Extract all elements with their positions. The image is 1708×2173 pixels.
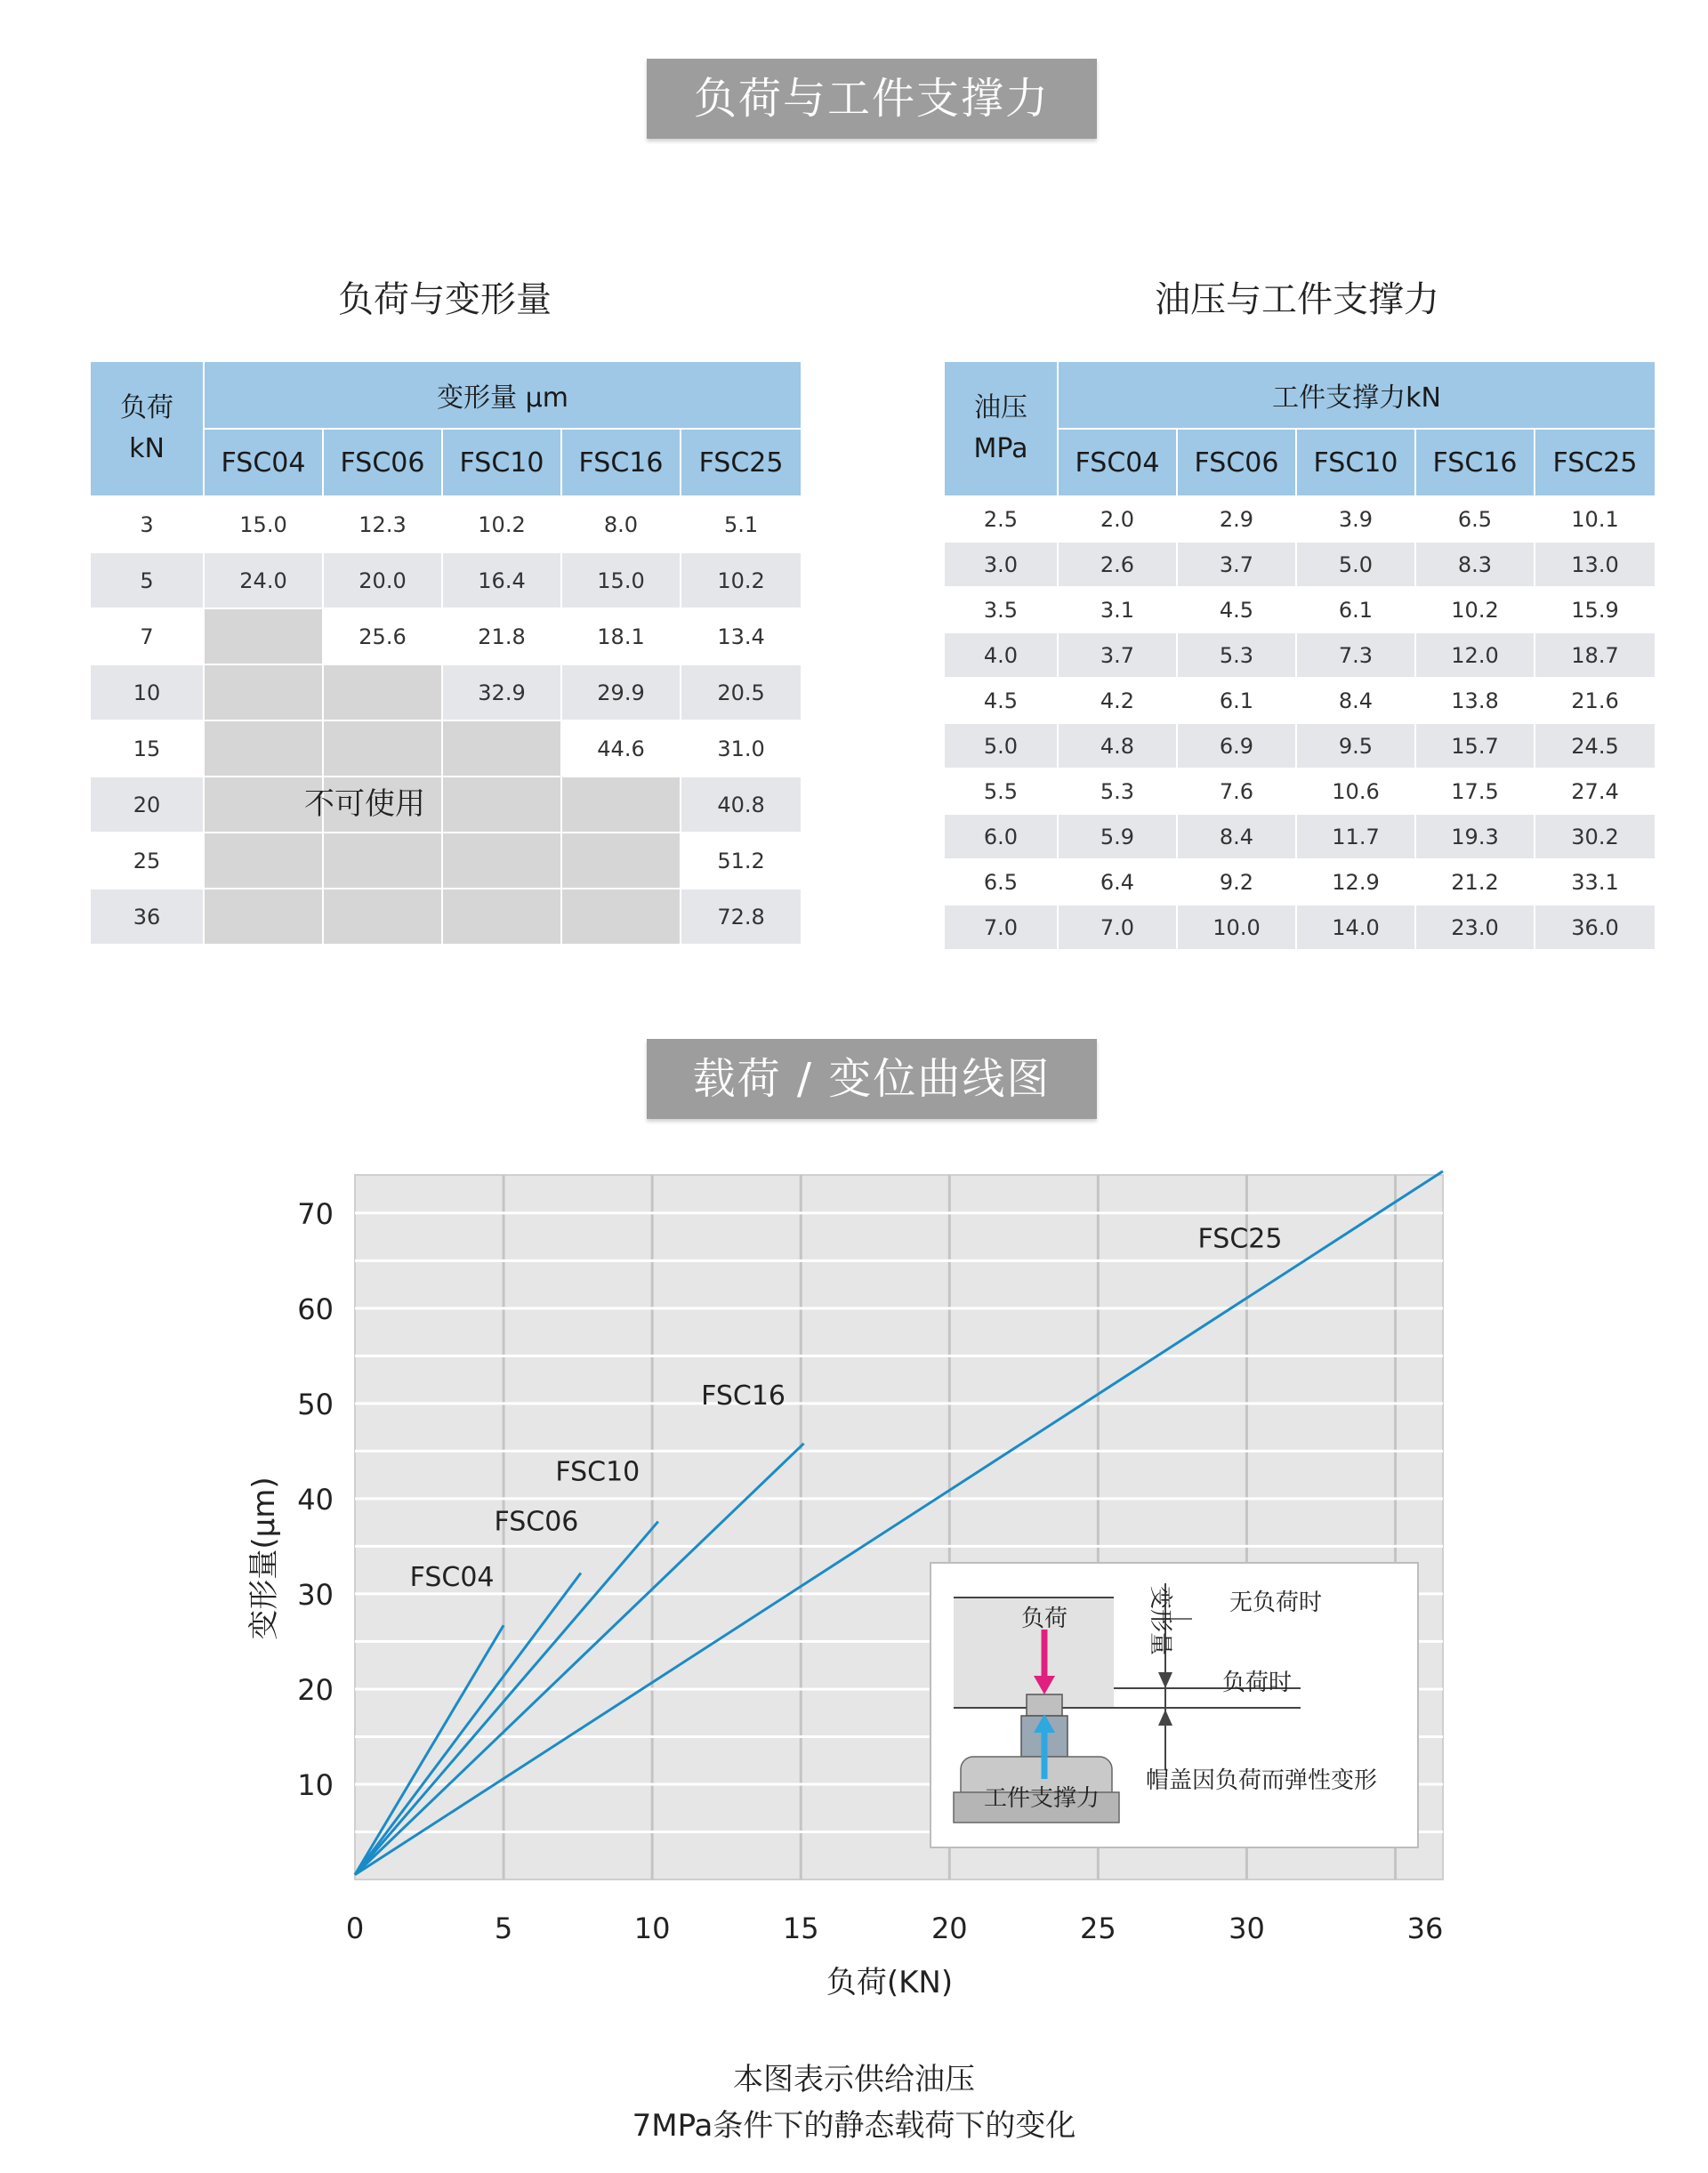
table-row: [944, 496, 1656, 542]
table-row: [90, 664, 802, 720]
y-tick-label: 30: [297, 1577, 334, 1612]
y-axis-title: 变形量(μm): [246, 1477, 282, 1640]
y-tick-label: 10: [297, 1767, 334, 1802]
table-row: [944, 632, 1656, 678]
support-force-cell: 15.7: [1415, 723, 1535, 769]
table-row: [944, 587, 1656, 632]
table-row: [944, 814, 1656, 859]
x-tick-label: 15: [782, 1911, 819, 1945]
deformation-cell: 72.8: [681, 889, 802, 945]
model-header: FSC16: [561, 429, 681, 496]
support-force-cell: 18.7: [1535, 632, 1656, 678]
unavailable-cell: [323, 889, 442, 945]
deformation-cell: 24.0: [204, 552, 323, 608]
inset-support-label: 工件支撑力: [984, 1785, 1100, 1812]
deformation-cell: 32.9: [442, 664, 561, 720]
support-force-cell: 10.1: [1535, 496, 1656, 542]
support-force-cell: 12.9: [1296, 859, 1415, 905]
support-force-cell: 36.0: [1535, 905, 1656, 950]
pressure-cell: 2.5: [944, 496, 1058, 542]
table-row: [90, 496, 802, 552]
deformation-cell: 15.0: [204, 496, 323, 552]
support-force-cell: 11.7: [1296, 814, 1415, 859]
deformation-cell: 44.6: [561, 720, 681, 777]
table-row: [90, 720, 802, 777]
support-force-group-header: 工件支撑力kN: [1058, 361, 1656, 429]
support-force-cell: 6.1: [1177, 678, 1296, 723]
load-displacement-chart: [0, 1139, 1708, 2010]
deformation-cell: 20.0: [323, 552, 442, 608]
y-tick-label: 50: [297, 1387, 334, 1421]
unavailable-label: 不可使用: [304, 786, 425, 822]
support-force-cell: 3.7: [1177, 542, 1296, 587]
support-force-cell: 10.6: [1296, 769, 1415, 814]
inset-loaded-label: 负荷时: [1222, 1670, 1293, 1696]
caption-line-1: 本图表示供给油压: [733, 2062, 975, 2097]
table-row: [90, 608, 802, 664]
table-row: [944, 905, 1656, 950]
deformation-cell: 10.2: [442, 496, 561, 552]
model-header: FSC06: [1177, 429, 1296, 496]
pressure-cell: 6.0: [944, 814, 1058, 859]
deformation-group-header: 变形量 μm: [204, 361, 802, 429]
support-force-cell: 15.9: [1535, 587, 1656, 632]
pressure-cell: 6.5: [944, 859, 1058, 905]
support-force-cell: 7.3: [1296, 632, 1415, 678]
support-force-cell: 27.4: [1535, 769, 1656, 814]
support-force-cell: 10.0: [1177, 905, 1296, 950]
series-label-fsc16: FSC16: [701, 1380, 786, 1412]
x-tick-label: 10: [633, 1911, 671, 1945]
support-force-cell: 8.3: [1415, 542, 1535, 587]
unavailable-cell: [323, 664, 442, 720]
support-force-cell: 3.1: [1058, 587, 1177, 632]
model-header: FSC25: [1535, 429, 1656, 496]
model-header: FSC25: [681, 429, 802, 496]
support-force-cell: 8.4: [1177, 814, 1296, 859]
unavailable-cell: [204, 889, 323, 945]
unavailable-cell: [204, 777, 323, 833]
caption-line-2: 7MPa条件下的静态载荷下的变化: [632, 2108, 1076, 2144]
x-tick-label: 5: [494, 1911, 513, 1945]
deformation-cell: 12.3: [323, 496, 442, 552]
table-row: [90, 889, 802, 945]
pressure-support-table: [943, 360, 1656, 951]
unavailable-cell: [204, 833, 323, 889]
x-tick-label: 25: [1080, 1911, 1116, 1945]
pressure-cell: 3.0: [944, 542, 1058, 587]
deformation-cell: 40.8: [681, 777, 802, 833]
table-row: [944, 723, 1656, 769]
support-force-cell: 24.5: [1535, 723, 1656, 769]
unavailable-cell: [323, 720, 442, 777]
inset-no-load-label: 无负荷时: [1229, 1590, 1323, 1616]
model-header: FSC06: [323, 429, 442, 496]
deformation-cell: 51.2: [681, 833, 802, 889]
table-row: [90, 777, 802, 833]
y-tick-label: 60: [297, 1292, 334, 1326]
unavailable-cell: [204, 720, 323, 777]
unavailable-cell: [323, 777, 442, 833]
deformation-cell: 20.5: [681, 664, 802, 720]
support-force-cell: 5.0: [1296, 542, 1415, 587]
load-cell: 3: [90, 496, 204, 552]
deformation-cell: 13.4: [681, 608, 802, 664]
support-force-cell: 17.5: [1415, 769, 1535, 814]
deformation-cell: 10.2: [681, 552, 802, 608]
deformation-cell: 31.0: [681, 720, 802, 777]
support-force-cell: 13.0: [1535, 542, 1656, 587]
y-tick-label: 20: [297, 1672, 334, 1707]
inset-diagram: [931, 1563, 1418, 1847]
unavailable-cell: [323, 833, 442, 889]
load-cell: 20: [90, 777, 204, 833]
load-corner-header: 负荷 kN: [90, 361, 204, 496]
inset-deform-label: 变形量: [1147, 1585, 1173, 1656]
load-deformation-title: 负荷与变形量: [338, 279, 552, 320]
unavailable-cell: [442, 777, 561, 833]
support-cap: [1027, 1694, 1062, 1716]
pressure-corner-header: 油压 MPa: [944, 361, 1058, 496]
support-force-cell: 5.9: [1058, 814, 1177, 859]
support-force-cell: 21.2: [1415, 859, 1535, 905]
support-force-cell: 5.3: [1058, 769, 1177, 814]
deformation-cell: 16.4: [442, 552, 561, 608]
pressure-support-title: 油压与工件支撑力: [1155, 279, 1439, 320]
model-header: FSC10: [1296, 429, 1415, 496]
unavailable-cell: [561, 777, 681, 833]
load-cell: 7: [90, 608, 204, 664]
y-tick-label: 70: [297, 1196, 334, 1231]
table-row: [944, 542, 1656, 587]
support-force-cell: 4.2: [1058, 678, 1177, 723]
inset-elastic-label: 帽盖因负荷而弹性变形: [1146, 1767, 1378, 1794]
section-title-load-support: 负荷与工件支撑力: [647, 59, 1097, 139]
support-force-cell: 9.2: [1177, 859, 1296, 905]
table-row: [944, 678, 1656, 723]
deformation-cell: 21.8: [442, 608, 561, 664]
unavailable-cell: [442, 720, 561, 777]
series-label-fsc06: FSC06: [494, 1506, 579, 1538]
load-cell: 5: [90, 552, 204, 608]
x-tick-label: 36: [1406, 1911, 1444, 1945]
deformation-cell: 8.0: [561, 496, 681, 552]
support-force-cell: 7.0: [1058, 905, 1177, 950]
load-cell: 10: [90, 664, 204, 720]
pressure-cell: 5.5: [944, 769, 1058, 814]
inset-load-label: 负荷: [1020, 1606, 1068, 1632]
series-label-fsc10: FSC10: [555, 1456, 640, 1488]
deformation-cell: 5.1: [681, 496, 802, 552]
support-force-cell: 3.7: [1058, 632, 1177, 678]
support-force-cell: 12.0: [1415, 632, 1535, 678]
support-force-cell: 6.9: [1177, 723, 1296, 769]
pressure-cell: 7.0: [944, 905, 1058, 950]
support-force-cell: 10.2: [1415, 587, 1535, 632]
section-title-load-displacement: 载荷 / 变位曲线图: [647, 1039, 1097, 1119]
model-header: FSC04: [1058, 429, 1177, 496]
model-header: FSC04: [204, 429, 323, 496]
support-force-cell: 23.0: [1415, 905, 1535, 950]
support-force-cell: 9.5: [1296, 723, 1415, 769]
load-cell: 25: [90, 833, 204, 889]
unavailable-cell: [204, 664, 323, 720]
deformation-cell: 18.1: [561, 608, 681, 664]
x-tick-label: 0: [345, 1911, 365, 1945]
support-force-cell: 4.8: [1058, 723, 1177, 769]
deformation-cell: 29.9: [561, 664, 681, 720]
table-row: [90, 833, 802, 889]
pressure-cell: 4.5: [944, 678, 1058, 723]
unavailable-cell: [442, 833, 561, 889]
unavailable-cell: [561, 889, 681, 945]
support-force-cell: 8.4: [1296, 678, 1415, 723]
support-force-cell: 19.3: [1415, 814, 1535, 859]
series-label-fsc04: FSC04: [409, 1562, 495, 1594]
support-force-cell: 2.9: [1177, 496, 1296, 542]
unavailable-cell: [442, 889, 561, 945]
y-tick-label: 40: [297, 1482, 334, 1517]
support-force-cell: 13.8: [1415, 678, 1535, 723]
support-force-cell: 2.0: [1058, 496, 1177, 542]
model-header: FSC10: [442, 429, 561, 496]
support-force-cell: 5.3: [1177, 632, 1296, 678]
table-row: [90, 552, 802, 608]
table-row: [944, 769, 1656, 814]
x-axis-title: 负荷(KN): [826, 1965, 954, 2000]
pressure-cell: 5.0: [944, 723, 1058, 769]
pressure-cell: 3.5: [944, 587, 1058, 632]
series-label-fsc25: FSC25: [1197, 1223, 1283, 1255]
unavailable-cell: [561, 833, 681, 889]
support-force-cell: 14.0: [1296, 905, 1415, 950]
support-force-cell: 3.9: [1296, 496, 1415, 542]
support-force-cell: 6.4: [1058, 859, 1177, 905]
support-force-cell: 4.5: [1177, 587, 1296, 632]
deformation-cell: 15.0: [561, 552, 681, 608]
x-tick-label: 30: [1229, 1911, 1265, 1945]
support-force-cell: 30.2: [1535, 814, 1656, 859]
support-force-cell: 21.6: [1535, 678, 1656, 723]
support-force-cell: 6.5: [1415, 496, 1535, 542]
load-deformation-table: [89, 360, 802, 946]
load-cell: 15: [90, 720, 204, 777]
unavailable-cell: [204, 608, 323, 664]
pressure-cell: 4.0: [944, 632, 1058, 678]
support-force-cell: 2.6: [1058, 542, 1177, 587]
table-row: [944, 859, 1656, 905]
load-cell: 36: [90, 889, 204, 945]
model-header: FSC16: [1415, 429, 1535, 496]
support-force-cell: 7.6: [1177, 769, 1296, 814]
x-tick-label: 20: [931, 1911, 968, 1945]
support-force-cell: 33.1: [1535, 859, 1656, 905]
support-force-cell: 6.1: [1296, 587, 1415, 632]
deformation-cell: 25.6: [323, 608, 442, 664]
